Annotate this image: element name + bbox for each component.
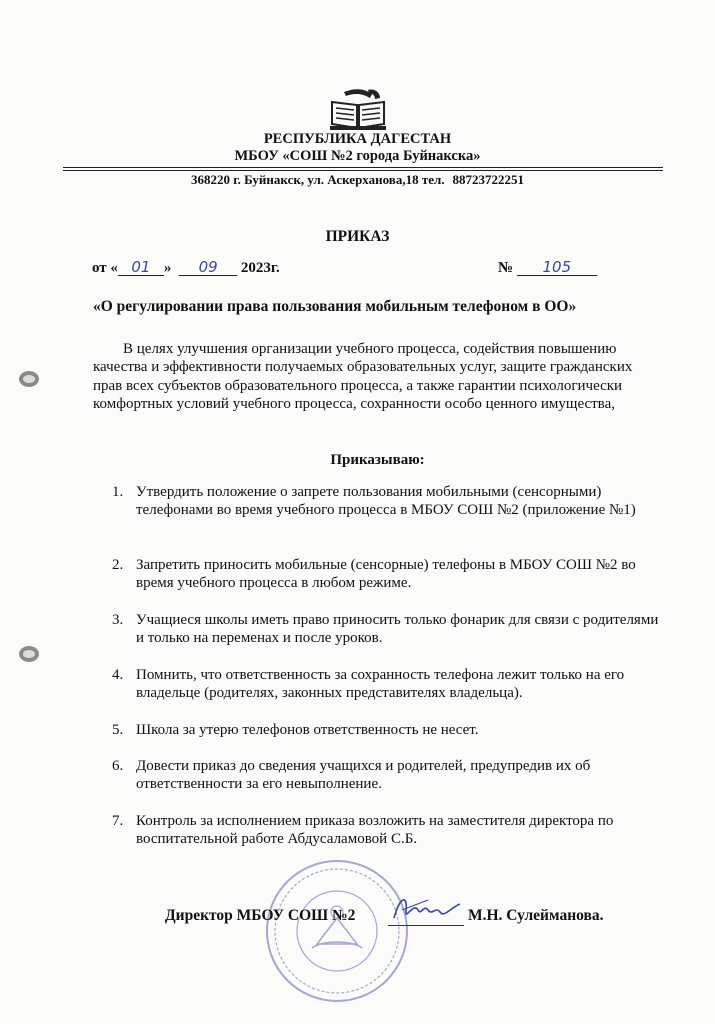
order-item (112, 611, 662, 648)
intro-paragraph: В целях улучшения организации учебного процесса, содействия повышению качества и эффективности получаемых образовательных услуг, защите гражданских прав всех субъектов образовательного процесса, а также гарантии психологически комфортных условий учебного процесса, сохранности особо ценного имущества, (93, 341, 633, 413)
org-school-name: МБОУ «СОШ №2 города Буйнакска» (234, 148, 481, 164)
punch-hole-icon (18, 645, 40, 663)
item-number: 2. (112, 557, 124, 573)
item-text: Запретить приносить мобильные (сенсорные) телефоны в МБОУ СОШ №2 во время учебного процесса в любом режиме. (136, 557, 636, 592)
item-text: Учащиеся школы иметь право приносить только фонарик для связи с родителями и только на переменах и после уроков. (136, 612, 659, 647)
date-month: 09 (179, 259, 237, 276)
item-number: 5. (112, 722, 124, 738)
signatory-name: М.Н. Сулейманова. (468, 907, 604, 924)
item-text: Помнить, что ответственность за сохранность телефона лежит только на его владельце (родителях, законных представителях владельца). (136, 667, 625, 702)
item-number: 6. (112, 758, 124, 774)
signatory-position: Директор МБОУ СОШ №2 (165, 907, 356, 924)
document-title: ПРИКАЗ (325, 228, 390, 245)
order-number (498, 259, 597, 277)
number-value: 105 (517, 259, 597, 276)
date-year: 2023г. (240, 260, 280, 276)
order-item (112, 721, 662, 739)
item-text: Школа за утерю телефонов ответственность не несет. (136, 722, 479, 738)
item-text: Довести приказ до сведения учащихся и родителей, предупредив их об ответственности за его невыполнение. (136, 758, 591, 793)
signature-line (388, 925, 464, 926)
date-prefix: от « (92, 260, 118, 276)
item-number: 4. (112, 667, 124, 683)
round-seal-stamp (262, 856, 412, 1006)
item-number: 7. (112, 813, 124, 829)
number-label: № (498, 260, 514, 276)
order-item (112, 556, 662, 593)
order-date (92, 259, 280, 277)
org-address-line (0, 172, 715, 188)
punch-hole-icon (18, 370, 40, 388)
order-item (112, 757, 662, 794)
order-item (112, 666, 662, 703)
header-divider (63, 167, 663, 168)
item-number: 1. (112, 484, 124, 500)
order-item (112, 483, 662, 520)
org-address: 368220 г. Буйнакск, ул. Аскерханова,18 тел. (190, 172, 445, 187)
item-text: Контроль за исполнением приказа возложить на заместителя директора по воспитательной работе Абдусаламовой С.Б. (136, 813, 614, 848)
decree-heading: Приказываю: (330, 452, 425, 468)
org-republic: РЕСПУБЛИКА ДАГЕСТАН (263, 131, 452, 147)
order-item (112, 812, 662, 849)
item-text: Утвердить положение о запрете пользования мобильными (сенсорными) телефонами во время учебного процесса в МБОУ СОШ №2 (приложение №1) (136, 484, 636, 519)
order-subject: «О регулировании права пользования мобильным телефоном в ОО» (93, 298, 577, 315)
org-phone: 88723722251 (452, 172, 525, 187)
item-number: 3. (112, 612, 124, 628)
book-logo-icon (328, 86, 388, 132)
handwritten-signature (388, 890, 468, 926)
date-day: 01 (118, 259, 164, 276)
header-divider-thin (63, 170, 663, 171)
date-separator: » (163, 260, 172, 276)
